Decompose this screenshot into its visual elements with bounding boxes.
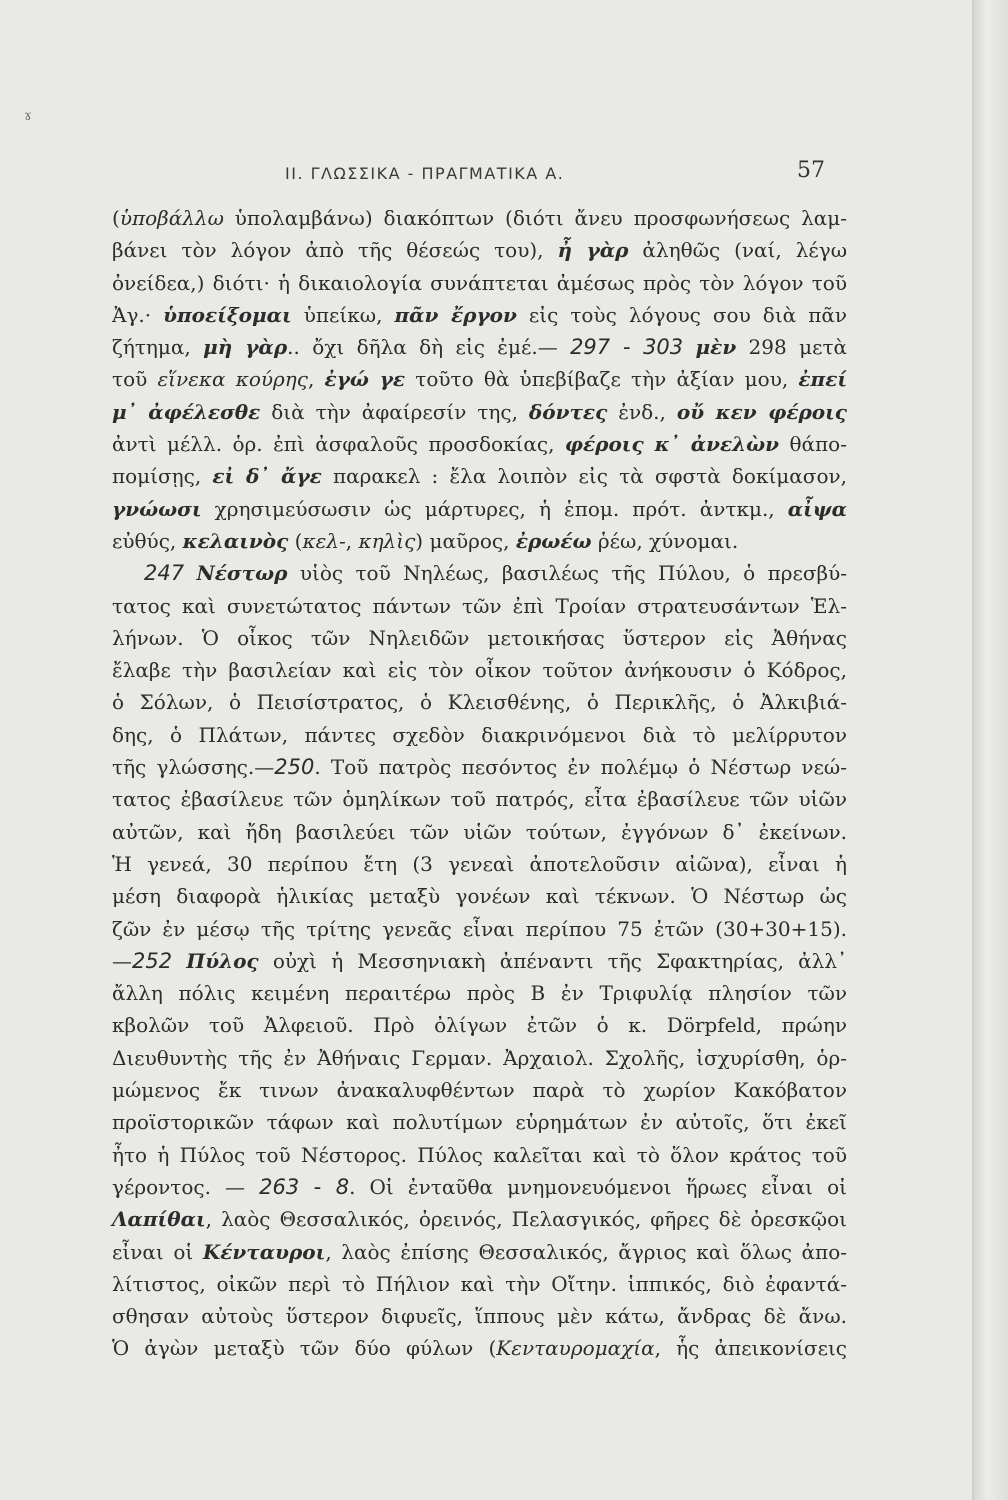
italic-term: κηλὶς	[358, 528, 416, 553]
keyword: μὴ γὰρ	[203, 335, 288, 360]
keyword: ἐρωέω	[515, 528, 592, 553]
text-line	[112, 1106, 847, 1138]
line-reference: 252	[132, 948, 173, 973]
text-run: Ἀγ.·	[112, 302, 164, 327]
text-run: 298 μετὰ	[736, 335, 848, 360]
text-line	[112, 299, 847, 331]
text-run: ἦτο ἡ Πύλος τοῦ Νέστορος. Πύλος καλεῖται καὶ τὸ ὅλον κράτος τοῦ	[112, 1142, 847, 1167]
text-run	[683, 335, 695, 359]
text-line	[112, 1042, 847, 1074]
text-run: λίτιστος, οἰκῶν περὶ τὸ Πήλιον καὶ τὴν Οἴτην. ἱππικός, διὸ ἐφαντά-	[112, 1271, 847, 1296]
text-line	[112, 1300, 847, 1332]
text-run: ἀληθῶς (ναί, λέγω	[628, 238, 848, 263]
text-line	[112, 686, 847, 718]
keyword: εἰ δ᾽ ἄγε	[212, 464, 322, 489]
text-run: ὑπείκω,	[291, 302, 395, 327]
text-run: ὀνείδεα,) διότι· ἡ δικαιολογία συνάπτεται ἀμέσως πρὸς τὸν λόγον τοῦ	[112, 270, 847, 295]
text-line	[112, 234, 847, 266]
text-line	[112, 848, 847, 880]
text-line	[112, 1203, 847, 1235]
text-line	[112, 590, 847, 622]
text-line	[112, 719, 847, 751]
text-run: εἶναι οἱ	[112, 1239, 203, 1264]
text-line	[112, 816, 847, 848]
text-line	[112, 913, 847, 945]
text-run: ζήτημα,	[112, 335, 204, 360]
text-run: παρακελ : ἔλα λοιπὸν εἰς τὰ σφστὰ δοκίμασον,	[321, 464, 847, 489]
text-run: , λαὸς ἐπίσης Θεσσαλικός, ἄγριος καὶ ὅλως ἀπο-	[325, 1239, 847, 1264]
keyword: δόντες	[528, 399, 608, 424]
text-run: προϊστορικῶν τάφων καὶ πολυτίμων εὑρημάτων ἐν αὐτοῖς, ὅτι ἐκεῖ	[112, 1110, 847, 1135]
text-run: τατος ἐβασίλευε τῶν ὁμηλίκων τοῦ πατρός, εἶτα ἐβασίλευε τῶν υἱῶν	[112, 787, 847, 812]
text-run: Διευθυντὴς τῆς ἐν Ἀθήναις Γερμαν. Ἀρχαιολ. Σχολῆς, ἰσχυρίσθη, ὁρ-	[112, 1045, 847, 1070]
text-line	[112, 202, 847, 234]
text-run: . Οἱ ἐνταῦθα μνημονευόμενοι ἥρωες εἶναι οἱ	[349, 1174, 848, 1199]
text-run	[184, 561, 196, 585]
text-line	[112, 1009, 847, 1041]
keyword: γνώωσι	[112, 496, 202, 521]
text-line	[112, 654, 847, 686]
line-reference: 250	[274, 755, 315, 780]
keyword: κελαινὸς	[182, 528, 289, 553]
text-run: ) μαῦρος,	[415, 528, 516, 553]
text-run	[172, 949, 186, 973]
text-run: δης, ὁ Πλάτων, πάντες σχεδὸν διακρινόμενοι διὰ τὸ μελίρρυτον	[112, 722, 847, 747]
text-line	[112, 945, 847, 977]
keyword: οὔ κεν φέροις	[676, 399, 847, 424]
text-run: —	[112, 948, 132, 973]
text-run: ,	[307, 367, 325, 392]
text-run: μέση διαφορὰ ἡλικίας μεταξὺ γονέων καὶ τέκνων. Ὁ Νέστωρ ὡς	[112, 884, 847, 909]
text-line	[112, 267, 847, 299]
keyword: Λαπίθαι	[112, 1207, 206, 1232]
keyword: ἐπεί	[798, 367, 848, 392]
keyword: ἦ γὰρ	[557, 238, 629, 263]
text-run: θάπο-	[779, 432, 847, 457]
text-run: αὐτῶν, καὶ ἤδη βασιλεύει τῶν υἱῶν τούτων, ἐγγόνων δ᾽ ἐκείνων.	[112, 819, 847, 844]
keyword: αἶψα	[787, 496, 847, 521]
text-line	[112, 1171, 847, 1203]
keyword: πᾶν ἔργον	[394, 302, 517, 327]
text-run: τοῦ	[112, 367, 158, 392]
text-run: ζῶν ἐν μέσῳ τῆς τρίτης γενεᾶς εἶναι περίπου 75 ἐτῶν (30+30+15).	[112, 916, 847, 941]
keyword: Νέστωρ	[196, 561, 288, 586]
text-line	[112, 428, 847, 460]
keyword: Πύλος	[186, 948, 259, 973]
body-text	[112, 202, 847, 1365]
text-line	[112, 493, 847, 525]
text-line	[112, 1236, 847, 1268]
text-run: τοῦτο θὰ ὑπεβίβαζε τὴν ἀξίαν μου,	[405, 367, 799, 392]
keyword: μὲν	[695, 335, 737, 360]
text-line	[112, 1139, 847, 1171]
text-line	[112, 363, 847, 395]
page-header	[285, 158, 825, 188]
text-run: ἀντὶ μέλλ. ὁρ. ἐπὶ ἀσφαλοῦς προσδοκίας,	[112, 432, 565, 457]
text-run: χρησιμεύσωσιν ὡς μάρτυρες, ἡ ἑπομ. πρότ. ἀντκμ.,	[201, 496, 788, 521]
keyword: Κένταυροι	[202, 1239, 326, 1264]
keyword: ὑποείξομαι	[163, 302, 292, 327]
text-run: ἔλαβε τὴν βασιλείαν καὶ εἰς τὸν οἶκον τοῦτον ἀνήκουσιν ὁ Κόδρος,	[112, 658, 847, 683]
text-run: ,	[345, 528, 359, 553]
line-reference: 297 - 303	[570, 335, 684, 360]
text-line	[112, 557, 847, 589]
text-run: υἱὸς τοῦ Νηλέως, βασιλέως τῆς Πύλου, ὁ πρεσβύ-	[287, 561, 847, 586]
text-run: ῥέω, χύνομαι.	[591, 528, 739, 553]
text-run: ἐνδ.,	[607, 399, 677, 424]
text-run: (	[112, 206, 120, 230]
text-run: εὐθύς,	[112, 528, 183, 553]
text-run: Ὁ ἀγὼν μεταξὺ τῶν δύο φύλων (	[112, 1336, 497, 1361]
text-run: σθησαν αὐτοὺς ὕστερον διφυεῖς, ἵππους μὲν κάτω, ἄνδρας δὲ ἄνω.	[112, 1304, 847, 1329]
text-line	[112, 331, 847, 363]
text-run: , λαὸς Θεσσαλικός, ὀρεινός, Πελασγικός, φῆρες δὲ ὀρεσκῷοι	[205, 1207, 847, 1232]
italic-term: εἵνεκα κούρης	[157, 367, 308, 392]
text-line	[112, 525, 847, 557]
line-reference: 263 - 8	[259, 1174, 350, 1199]
keyword: ἐγώ γε	[324, 367, 406, 392]
text-run: διὰ τὴν ἀφαίρεσίν της,	[260, 399, 529, 424]
line-reference: 247	[144, 561, 185, 586]
text-run: Ἡ γενεά, 30 περίπου ἔτη (3 γενεαὶ ἀποτελοῦσιν αἰῶνα), εἶναι ἡ	[112, 851, 847, 876]
text-run: (	[288, 528, 303, 553]
facing-page-edge	[974, 0, 1008, 1500]
text-line	[112, 783, 847, 815]
italic-term: Κενταυρομαχία	[496, 1336, 655, 1361]
text-line	[112, 396, 847, 428]
text-run: εἰς τοὺς λόγους σου διὰ πᾶν	[516, 302, 848, 327]
text-run: ὁ Σόλων, ὁ Πεισίστρατος, ὁ Κλεισθένης, ὁ Περικλῆς, ὁ Ἀλκιβιά-	[112, 690, 847, 715]
text-line	[112, 751, 847, 783]
keyword: φέροις κ᾽ ἀνελὼν	[564, 432, 780, 457]
text-run: . Τοῦ πατρὸς πεσόντος ἐν πολέμῳ ὁ Νέστωρ νεώ-	[314, 755, 848, 780]
text-line	[112, 1074, 847, 1106]
keyword: μ᾽ ἀφέλεσθε	[112, 399, 261, 424]
text-run: οὐχὶ ἡ Μεσσηνιακὴ ἀπέναντι τῆς Σφακτηρίας, ἀλλ᾽	[258, 948, 847, 973]
italic-term: ὑποβάλλω	[119, 206, 224, 230]
text-run: τῆς γλώσσης.—	[112, 755, 275, 780]
text-run: , ἧς ἀπεικονίσεις	[654, 1336, 847, 1361]
text-run: ἄλλη πόλις κειμένη περαιτέρω πρὸς Β ἐν Τριφυλίᾳ πλησίον τῶν	[112, 981, 847, 1006]
text-line	[112, 622, 847, 654]
page-number: 57	[797, 158, 825, 183]
text-run: γέροντος. —	[112, 1174, 260, 1199]
margin-mark: ɤ	[24, 108, 32, 124]
text-line	[112, 1332, 847, 1364]
text-run: κβολῶν τοῦ Ἀλφειοῦ. Πρὸ ὀλίγων ἐτῶν ὁ κ. Dörpfeld, πρώην	[112, 1013, 847, 1038]
text-line	[112, 977, 847, 1009]
text-run: πομίσῃς,	[112, 464, 213, 489]
text-run: ὑπολαμβάνω) διακόπτων (διότι ἄνευ προσφωνήσεως λαμ-	[223, 206, 847, 230]
text-run: μώμενος ἔκ τινων ἀνακαλυφθέντων παρὰ τὸ χωρίον Κακόβατον	[112, 1078, 847, 1103]
text-run: τατος καὶ συνετώτατος πάντων τῶν ἐπὶ Τροίαν στρατευσάντων Ἑλ-	[112, 593, 847, 618]
text-line	[112, 460, 847, 492]
running-head: II. ΓΛΩΣΣΙΚΑ - ΠΡΑΓΜΑΤΙΚΑ Α.	[285, 164, 565, 183]
text-line	[112, 880, 847, 912]
text-run: βάνει τὸν λόγον ἀπὸ τῆς θέσεώς του),	[112, 238, 558, 263]
text-run: λήνων. Ὁ οἶκος τῶν Νηλειδῶν μετοικήσας ὕστερον εἰς Ἀθήνας	[112, 625, 847, 650]
italic-term: κελ-	[302, 528, 346, 553]
text-line	[112, 1268, 847, 1300]
text-run: .. ὄχι δῆλα δὴ εἰς ἐμέ.—	[287, 335, 571, 360]
